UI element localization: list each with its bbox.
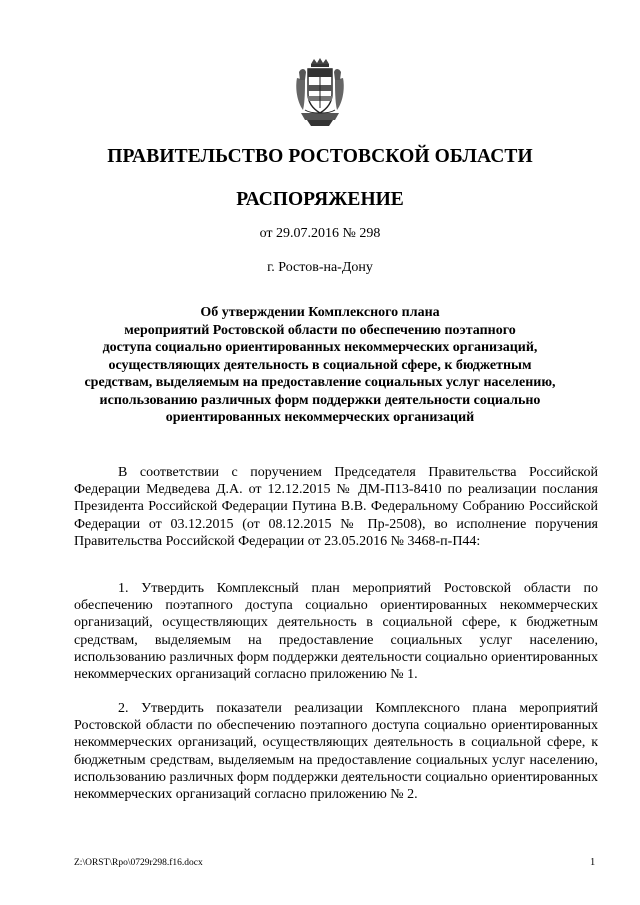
footer-file-path: Z:\ORST\Rpo\0729r298.f16.docx (74, 858, 203, 868)
item-1-text: 1. Утвердить Комплексный план мероприятий Ростовской области по обеспечению поэтапного доступа социально ориентированных некоммерческих организаций, осуществляющих деятельность в социальной сфере, к бюджетным средствам, выделяемым на предоставление социальных услуг населению, использованию различных форм поддержки деятельности социально ориентированных некоммерческих организаций согласно приложению № 1. (74, 581, 598, 683)
item-2-paragraph (74, 700, 598, 803)
item-1-paragraph (74, 580, 598, 683)
document-title (0, 304, 640, 427)
title-line: доступа социально ориентированных некоммерческих организаций, (102, 340, 538, 355)
title-line: ориентированных некоммерческих организаций (165, 410, 475, 425)
document-city: г. Ростов-на-Дону (267, 260, 373, 275)
organization-name: ПРАВИТЕЛЬСТВО РОСТОВСКОЙ ОБЛАСТИ (107, 146, 533, 167)
item-2-text: 2. Утвердить показатели реализации Комплексного плана мероприятий Ростовской области по обеспечению поэтапного доступа социально ориентированных некоммерческих организаций, осуществляющих деятельность в социальной сфере, к бюджетным средствам, выделяемым на предоставление социальных услуг населению, использованию различных форм поддержки деятельности социально ориентированных некоммерческих организаций согласно приложению № 2. (74, 701, 598, 803)
title-line: Об утверждении Комплексного плана (200, 305, 440, 320)
footer-page-number: 1 (590, 857, 596, 868)
document-type: РАСПОРЯЖЕНИЕ (236, 189, 404, 210)
preamble-paragraph (74, 464, 598, 550)
title-line: использованию различных форм поддержки деятельности социально (99, 392, 541, 408)
document-date-number: от 29.07.2016 № 298 (259, 226, 381, 241)
preamble-text: В соответствии с поручением Председателя Правительства Российской Федерации Медведева Д.А. от 12.12.2015 № ДМ-П13-8410 по реализации послания Президента Российской Федерации Путина В.В. Федеральному Собранию Российской Федерации от 03.12.2015 (от 08.12.2015 № Пр-2508), во исполнение поручения Правительства Российской Федерации от 23.05.2016 № 3468-п-П44: (74, 465, 598, 549)
title-line: осуществляющих деятельность в социальной сфере, к бюджетным (108, 357, 532, 373)
title-line: мероприятий Ростовской области по обеспечению поэтапного (124, 322, 516, 338)
rostov-oblast-coat-of-arms-icon (293, 58, 347, 128)
title-line: средствам, выделяемым на предоставление социальных услуг населению, (84, 375, 556, 390)
